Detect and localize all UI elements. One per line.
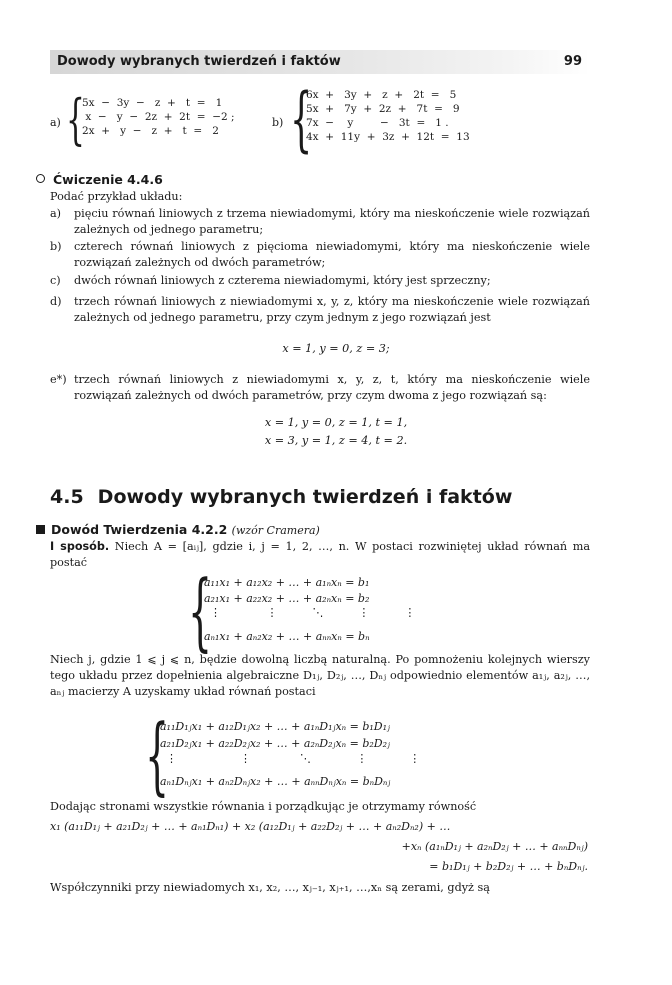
proof-title: Dowód Twierdzenia 4.2.2 — [51, 522, 228, 537]
exercise-heading — [36, 172, 163, 187]
system-a-row: 5x − 3y − z + t = 1 — [82, 97, 223, 109]
system2-row: aₙ₁Dₙⱼx₁ + aₙ₂Dₙⱼx₂ + … + aₙₙDₙⱼxₙ = bₙDₙⱼ — [160, 775, 391, 788]
system-b-row: 7x − y − 3t = 1 . — [306, 117, 449, 129]
system-a-brace: { — [66, 88, 85, 151]
equation-e1: x = 1, y = 0, z = 1, t = 1, — [264, 416, 408, 429]
proof-heading — [36, 522, 320, 537]
system-a — [82, 96, 235, 138]
exercise-intro: Podać przykład układu: — [50, 190, 183, 203]
exercise-item-d — [50, 294, 590, 326]
exercise-item-c — [50, 273, 590, 289]
section-number: 4.5 — [50, 486, 84, 508]
system-a-row: x − y − 2z + 2t = −2 ; — [82, 111, 235, 123]
section-title: Dowody wybranych twierdzeń i faktów — [97, 486, 513, 508]
system2-row: a₁₁D₁ⱼx₁ + a₁₂D₁ⱼx₂ + … + a₁ₙD₁ⱼxₙ = b₁D₁ⱼ — [160, 720, 390, 733]
proof-subtitle: (wzór Cramera) — [231, 524, 320, 537]
item-label: d) — [50, 295, 62, 308]
page-number: 99 — [563, 54, 582, 69]
proof-intro-text: Niech A = [aᵢⱼ], gdzie i, j = 1, 2, …, n. W postaci rozwiniętej układ równań ma postać — [50, 540, 591, 569]
system2-brace: { — [145, 706, 170, 804]
exercise-title: Ćwiczenie 4.4.6 — [53, 172, 163, 187]
running-header — [50, 50, 590, 74]
system-a-label: a) — [50, 116, 61, 129]
equation-d: x = 1, y = 0, z = 3; — [282, 342, 390, 355]
system-b — [306, 88, 470, 144]
item-label: a) — [50, 207, 62, 220]
exercise-item-e — [50, 372, 590, 404]
system2-row: a₂₁D₂ⱼx₁ + a₂₂D₂ⱼx₂ + … + a₂ₙD₂ⱼxₙ = b₂D₂ⱼ — [160, 737, 390, 750]
header-title: Dowody wybranych twierdzeń i faktów — [57, 54, 341, 69]
system-b-row: 6x + 3y + z + 2t = 5 — [306, 89, 457, 101]
system1-row: a₂₁x₁ + a₂₂x₂ + … + a₂ₙxₙ = b₂ — [204, 592, 370, 605]
item-text: pięciu równań liniowych z trzema niewiadomymi, który ma nieskończenie wiele rozwiązań zależnych od jednego parametru; — [74, 207, 590, 236]
proof-intro — [50, 539, 590, 571]
system1-row: a₁₁x₁ + a₁₂x₂ + … + a₁ₙxₙ = b₁ — [204, 576, 370, 589]
system-b-row: 5x + 7y + 2z + 7t = 9 — [306, 103, 460, 115]
proof-paragraph-3: Dodając stronami wszystkie równania i porządkując je otrzymamy równość — [50, 800, 477, 813]
item-label: b) — [50, 240, 62, 253]
exercise-item-b — [50, 239, 590, 271]
item-text: trzech równań liniowych z niewiadomymi x, y, z, t, który ma nieskończenie wiele rozwiązań zależnych od dwóch parametrów, przy czym dwoma z jego rozwiązań są: — [74, 373, 590, 402]
system2-vdots: ⋮ ⋮ ⋱ ⋮ ⋮ — [166, 752, 421, 765]
equation-e2: x = 3, y = 1, z = 4, t = 2. — [264, 434, 408, 447]
sum-line-3: = b₁D₁ⱼ + b₂D₂ⱼ + … + bₙDₙⱼ. — [429, 860, 588, 873]
item-label: e*) — [50, 373, 67, 386]
system-b-brace: { — [290, 78, 313, 160]
exercise-circle-icon — [36, 174, 45, 183]
item-text: trzech równań liniowych z niewiadomymi x, y, z, który ma nieskończenie wiele rozwiązań zależnych od jednego parametru, przy czym jednym z jego rozwiązań jest — [74, 295, 590, 324]
system-a-row: 2x + y − z + t = 2 — [82, 125, 219, 137]
system-b-label: b) — [272, 116, 284, 129]
proof-paragraph-4: Współczynniki przy niewiadomych x₁, x₂, …, xⱼ₋₁, xⱼ₊₁, …,xₙ są zerami, gdyż są — [50, 881, 490, 894]
square-bullet-icon — [36, 525, 45, 534]
item-text: czterech równań liniowych z pięcioma niewiadomymi, który ma nieskończenie wiele rozwiązań zależnych od dwóch parametrów; — [74, 240, 590, 269]
sum-line-2: +xₙ (a₁ₙD₁ⱼ + a₂ₙD₂ⱼ + … + aₙₙDₙⱼ) — [401, 840, 588, 853]
exercise-item-a — [50, 206, 590, 238]
item-text: dwóch równań liniowych z czterema niewiadomymi, który jest sprzeczny; — [74, 274, 491, 287]
system1-row: aₙ₁x₁ + aₙ₂x₂ + … + aₙₙxₙ = bₙ — [204, 630, 370, 643]
system1-vdots: ⋮ ⋮ ⋱ ⋮ ⋮ — [210, 606, 416, 619]
proof-method: I sposób. — [50, 540, 110, 553]
system-b-row: 4x + 11y + 3z + 12t = 13 — [306, 131, 470, 143]
proof-paragraph-2: Niech j, gdzie 1 ⩽ j ⩽ n, będzie dowolną liczbą naturalną. Po pomnożeniu kolejnych wierszy tego układu przez dopełnienia algebraiczne D₁ⱼ, D₂ⱼ, …, Dₙⱼ odpowiednio elementów a₁ⱼ, a₂ⱼ, …, aₙⱼ macierzy A uzyskamy układ równań postaci — [50, 653, 590, 698]
system1-brace: { — [188, 562, 213, 660]
sum-line-1: x₁ (a₁₁D₁ⱼ + a₂₁D₂ⱼ + … + aₙ₁Dₙ₁) + x₂ (a₁₂D₁ⱼ + a₂₂D₂ⱼ + … + aₙ₂Dₙ₂) + … — [50, 820, 451, 833]
section-heading — [50, 486, 512, 508]
item-label: c) — [50, 274, 61, 287]
